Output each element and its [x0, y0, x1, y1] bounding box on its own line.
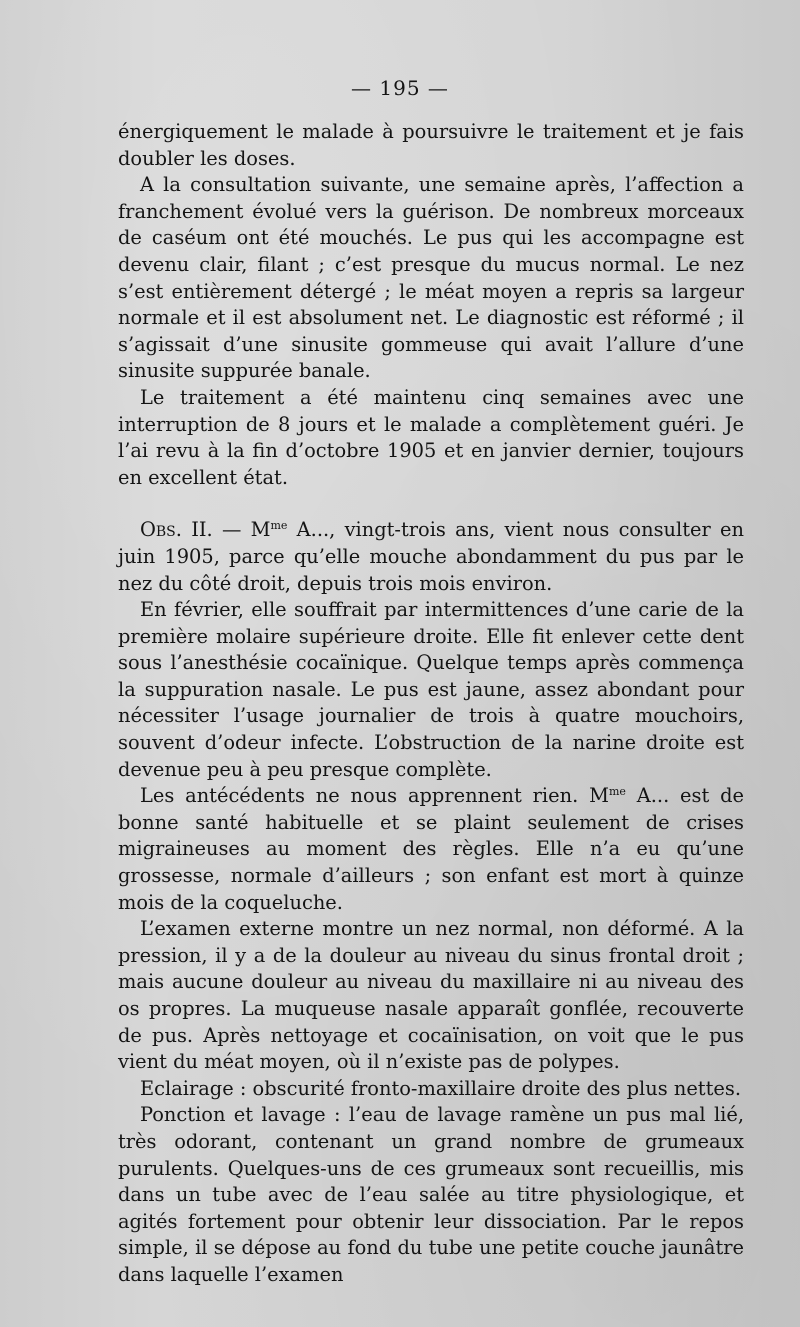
- antecedents-superscript: me: [608, 785, 626, 799]
- paragraph-examination: L’examen externe montre un nez normal, non déformé. A la pression, il y a de la douleur au niveau du sinus frontal droit ; mais aucune douleur au niveau du maxillaire ni au niveau des os propres. La muqueuse nasale apparaît gonflée, recouverte de pus. Après nettoyage et cocaïnisation, on voit que le pus vient du méat moyen, où il n’existe pas de polypes.: [118, 917, 744, 1074]
- page-number: — 195 —: [351, 76, 449, 100]
- observation-label: Obs. II.: [140, 518, 213, 542]
- observation-text: A..., vingt-trois ans, vient nous consulter en juin 1905, parce qu’elle mouche abondamment du pus par le nez du côté droit, depuis trois mois environ.: [118, 518, 744, 595]
- page-body: [118, 119, 744, 1289]
- paragraph-treatment: Le traitement a été maintenu cinq semaines avec une interruption de 8 jours et le malade a complètement guéri. Je l’ai revu à la fin d’octobre 1905 et en janvier dernier, toujours en excellent état.: [118, 385, 744, 489]
- paragraph-continuation: énergiquement le malade à poursuivre le traitement et je fais doubler les doses.: [118, 120, 744, 170]
- paragraph-antecedents: [118, 783, 744, 916]
- paragraph-puncture: Ponction et lavage : l’eau de lavage ramène un pus mal lié, très odorant, contenant un grand nombre de grumeaux purulents. Quelques-uns de ces grumeaux sont recueillis, mis dans un tube avec de l’eau salée au titre physiologique, et agités fortement pour obtenir leur dissociation. Par le repos simple, il se dépose au fond du tube une petite couche jaunâtre dans laquelle l’examen: [118, 1103, 744, 1286]
- paragraph-observation-2: [118, 517, 744, 597]
- observation-dash: — M: [212, 518, 271, 542]
- paragraph-consultation: A la consultation suivante, une semaine après, l’affection a franchement évolué vers la guérison. De nombreux morceaux de caséum ont été mouchés. Le pus qui les accompagne est devenu clair, filant ; c’est presque du mucus normal. Le nez s’est entièrement détergé ; le méat moyen a repris sa largeur normale et il est absolument net. Le diagnostic est réformé ; il s’agissait d’une sinusite gommeuse qui avait l’allure d’une sinusite suppurée banale.: [118, 173, 744, 383]
- observation-superscript: me: [270, 519, 288, 533]
- paragraph-lighting: Eclairage : obscurité fronto-maxillaire droite des plus nettes.: [140, 1076, 741, 1100]
- paragraph-history: En février, elle souffrait par intermittences d’une carie de la première molaire supérieure droite. Elle fit enlever cette dent sous l’anesthésie cocaïnique. Quelque temps après commença la suppuration nasale. Le pus est jaune, assez abondant pour nécessiter l’usage journalier de trois à quatre mouchoirs, souvent d’odeur infecte. L’obstruction de la narine droite est devenue peu à peu presque complète.: [118, 598, 744, 781]
- antecedents-text: A... est de bonne santé habituelle et se plaint seulement de crises migraineuses au moment des règles. Elle n’a eu qu’une grossesse, normale d’ailleurs ; son enfant est mort à quinze mois de la coqueluche.: [118, 784, 744, 914]
- antecedents-start: Les antécédents ne nous apprennent rien. M: [140, 784, 609, 808]
